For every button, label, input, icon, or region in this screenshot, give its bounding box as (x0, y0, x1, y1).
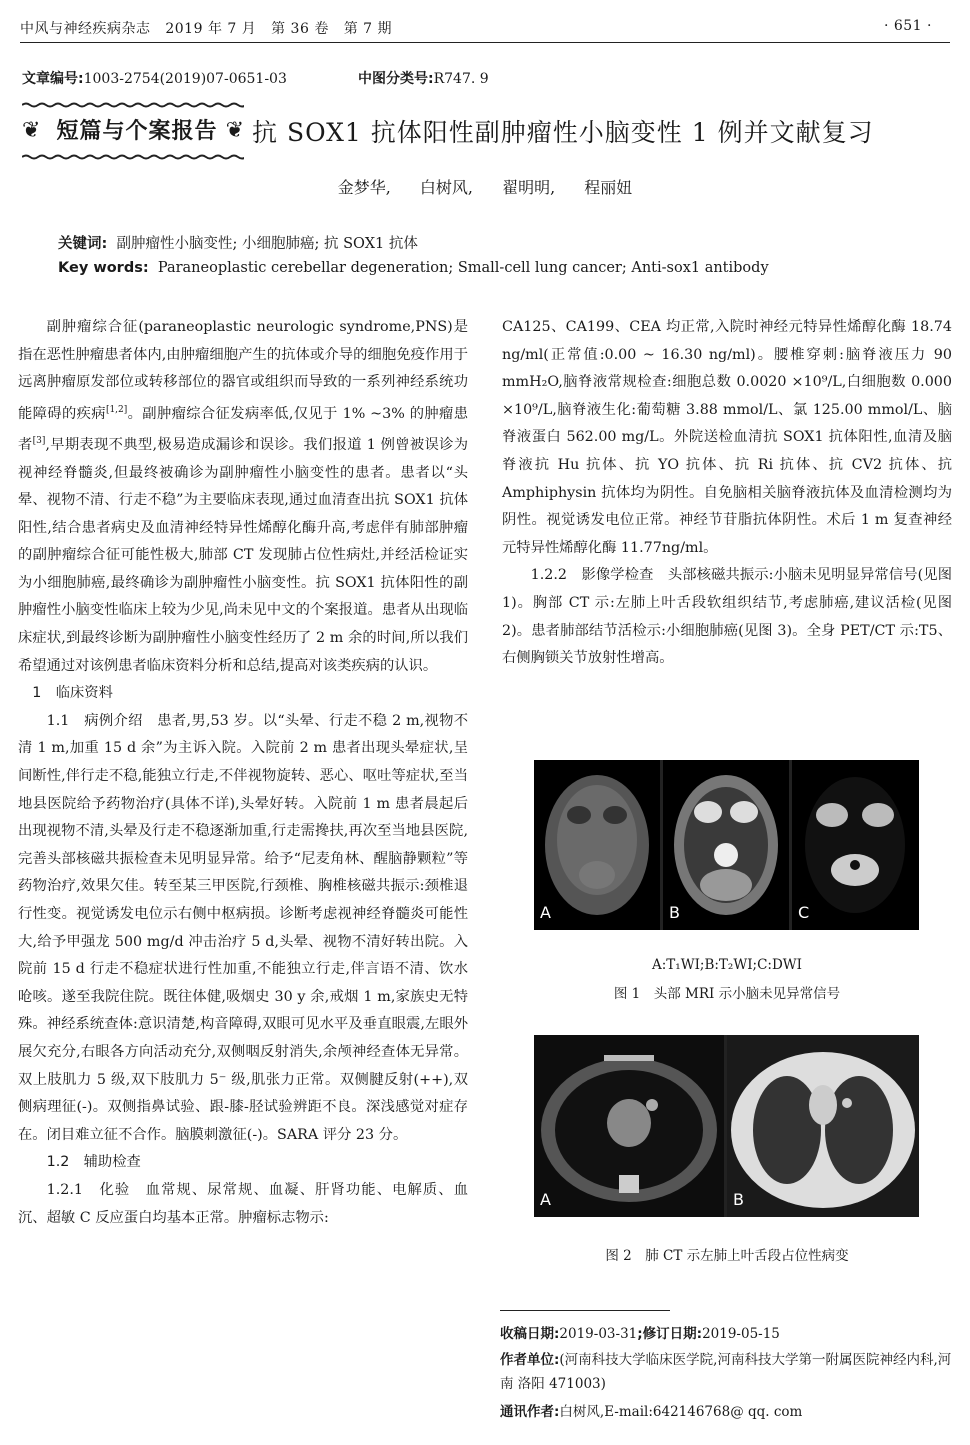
panel-label-b: B (733, 1190, 744, 1209)
citation: [1,2] (105, 404, 128, 415)
article-number-value: 1003-2754(2019)07-0651-03 (83, 71, 287, 87)
footnote-affiliation (500, 1348, 955, 1396)
header-rule (20, 42, 950, 43)
keywords-en-text: Paraneoplastic cerebellar degeneration; Small-cell lung cancer; Anti-sox1 antibody (157, 260, 769, 276)
citation: [3] (32, 436, 46, 447)
footnote-rule (500, 1310, 670, 1311)
corresponding-text: 白树风,E-mail:642146768@ qq. com (559, 1404, 803, 1420)
panel-label-c: C (798, 903, 810, 922)
mri-panel-c (792, 760, 919, 930)
journal-name: 中风与神经疾病杂志 (20, 21, 151, 37)
intro-text-2: 。副肿瘤综合征发病率低,仅见于 1% ~3% 的肿瘤患者 (18, 405, 468, 453)
imaging-paragraph: 1.2.2 影像学检查 头部核磁共振示:小脑未见明显异常信号(见图 1)。胸部 CT 示:左肺上叶舌段软组织结节,考虑肺癌,建议活检(见图 2)。患者肺部结节活检示:小细胞肺癌(见图 3)。全身 PET/CT 示:T5、右侧胸锁关节放射性增高。 (502, 567, 952, 667)
article-number (22, 68, 287, 88)
panel-label-a: A (540, 903, 551, 922)
clc-label: 中图分类号: (358, 71, 434, 87)
intro-paragraph (18, 314, 468, 680)
ornament-left: ❦ (22, 118, 41, 143)
keywords-en-label: Key words: (58, 260, 149, 276)
footnote-corresponding (500, 1400, 955, 1424)
footnote-dates (500, 1322, 955, 1346)
revised-date: 2019-05-15 (702, 1326, 780, 1342)
section-badge (22, 102, 244, 162)
figure-1-subcaption: A:T₁WI;B:T₂WI;C:DWI (651, 957, 803, 973)
author: 白树风, (419, 178, 473, 197)
intro-text-1: 副肿瘤综合征(paraneoplastic neurologic syndrome,PNS)是指在恶性肿瘤患者体内,由肿瘤细胞产生的抗体或介导的细胞免疫作用于远离肿瘤原发部位或转移部位的器官或组织而导致的一系列神经系统功能障碍的疾病 (18, 319, 468, 422)
corresponding-label: 通讯作者: (500, 1404, 560, 1420)
ct-panel-b (727, 1035, 919, 1217)
keywords-en (58, 260, 769, 276)
section-heading: 1 临床资料 (32, 685, 113, 702)
volume: 第 36 卷 (271, 21, 329, 37)
figure-1-mri (534, 760, 919, 930)
mri-panel-b (663, 760, 789, 930)
running-header (20, 18, 392, 38)
panel-label-b: B (669, 903, 680, 922)
panel-label-a: A (540, 1190, 551, 1209)
page-number: · 651 · (883, 18, 932, 34)
author-list (0, 175, 970, 198)
section-label: 短篇与个案报告 (56, 119, 218, 144)
author: 翟明明, (502, 178, 556, 197)
issue-date: 2019 年 7 月 (165, 21, 257, 37)
author: 金梦华, (337, 178, 391, 197)
received-date: 2019-03-31 (559, 1326, 638, 1342)
ornament-bottom (22, 154, 244, 160)
revised-label: ;修订日期: (637, 1326, 703, 1342)
lab-continued-paragraph: CA125、CA199、CEA 均正常,入院时神经元特异性烯醇化酶 18.74 ng/ml(正常值:0.00 ~ 16.30 ng/ml)。腰椎穿刺:脑脊液压力 90 mmH₂O,脑脊液常规检查:细胞总数 0.0020 ×10⁹/L,白细胞数 0.000 ×10⁹/L,脑脊液生化:葡萄糖 3.88 mmol/L、氯 125.00 mmol/L、脑脊液蛋白 562.00 mg/L。外院送检血清抗 SOX1 抗体阳性,血清及脑脊液抗 Hu 抗体、抗 YO 抗体、抗 Ri 抗体、抗 CV2 抗体、抗 Amphiphysin 抗体均为阴性。自免脑相关脑脊液抗体及血清检测均为阴性。视觉诱发电位正常。神经节苷脂抗体阴性。术后 1 m 复查神经元特异性烯醇化酶 11.77ng/ml。 (502, 319, 952, 556)
affiliation-text: (河南科技大学临床医学院,河南科技大学第一附属医院神经内科,河南 洛阳 471003) (500, 1352, 952, 1392)
figure-2-caption: 图 2 肺 CT 示左肺上叶舌段占位性病变 (605, 1248, 849, 1264)
mri-panel-a (534, 760, 660, 930)
ornament-top (22, 102, 244, 108)
article-title: 抗 SOX1 抗体阳性副肿瘤性小脑变性 1 例并文献复习 (252, 118, 874, 147)
case-paragraph: 1.1 病例介绍 患者,男,53 岁。以“头晕、行走不稳 2 m,视物不清 1 m,加重 15 d 余”为主诉入院。入院前 2 m 患者出现头晕症状,呈间断性,伴行走不稳,能独立行走,不伴视物旋转、恶心、呕吐等症状,至当地县医院给予药物治疗(具体不详),头晕好转。入院前 1 m 患者晨起后出现视物不清,头晕及行走不稳逐渐加重,行走需搀扶,再次至当地县医院,完善头部核磁共振检查未见明显异常。给予“尼麦角林、醒脑静颗粒”等药物治疗,效果欠佳。转至某三甲医院,行颈椎、胸椎核磁共振示:颈椎退行性变。视觉诱发电位示右侧中枢病损。诊断考虑视神经脊髓炎可能性大,给予甲强龙 500 mg/d 冲击治疗 5 d,头晕、视物不清好转出院。入院前 15 d 行走不稳症状进行性加重,不能独立行走,伴言语不清、饮水呛咳。遂至我院住院。既往体健,吸烟史 30 y 余,戒烟 1 m,家族史无特殊。神经系统查体:意识清楚,构音障碍,双眼可见水平及垂直眼震,左眼外展欠充分,右眼各方向活动充分,双侧咽反射消失,余颅神经查体无异常。双上肢肌力 5 级,双下肢肌力 5⁻ 级,肌张力正常。双侧腱反射(++),双侧病理征(-)。双侧指鼻试验、跟-膝-胫试验辨距不良。深浅感觉对症存在。闭目难立征不合作。脑膜刺激征(-)。SARA 评分 23 分。 (18, 712, 468, 1143)
figure-2-ct (534, 1035, 919, 1217)
lab-paragraph: 1.2.1 化验 血常规、尿常规、血凝、肝肾功能、电解质、血沉、超敏 C 反应蛋白均基本正常。肿瘤标志物示: (18, 1181, 468, 1226)
keywords-cn (58, 232, 418, 253)
figure-1-caption: 图 1 头部 MRI 示小脑未见异常信号 (613, 986, 841, 1002)
affiliation-label: 作者单位: (500, 1352, 560, 1368)
left-column (18, 314, 468, 1232)
ct-panel-a (534, 1035, 724, 1217)
intro-text-3: ,早期表现不典型,极易造成漏诊和误诊。我们报道 1 例曾被误诊为视神经脊髓炎,但最终被确诊为副肿瘤性小脑变性的患者。患者以“头晕、视物不清、行走不稳”为主要临床表现,通过血清查出抗 SOX1 抗体阳性,结合患者病史及血清神经特异性烯醇化酶升高,考虑伴有肺部肿瘤的副肿瘤综合征可能性极大,肺部 CT 发现肺占位性病灶,并经活检证实为小细胞肺癌,最终确诊为副肿瘤性小脑变性。抗 SOX1 抗体阳性的副肿瘤性小脑变性临床上较为少见,尚未见中文的个案报道。患者从出现临床症状,到最终诊断为副肿瘤性小脑变性经历了 2 m 余的时间,所以我们希望通过对该例患者临床资料分析和总结,提高对该类疾病的认识。 (18, 436, 468, 674)
clc-value: R747. 9 (433, 71, 489, 87)
clc-number (358, 68, 489, 88)
author: 程丽妞 (584, 178, 633, 197)
right-column (502, 314, 952, 673)
article-number-label: 文章编号: (22, 71, 84, 87)
subsection-heading: 1.2 辅助检查 (46, 1154, 141, 1171)
keywords-cn-label: 关键词: (58, 236, 108, 252)
ornament-right: ❦ (225, 118, 244, 143)
keywords-cn-text: 副肿瘤性小脑变性; 小细胞肺癌; 抗 SOX1 抗体 (116, 236, 418, 252)
received-label: 收稿日期: (500, 1326, 560, 1342)
issue-number: 第 7 期 (343, 21, 392, 37)
